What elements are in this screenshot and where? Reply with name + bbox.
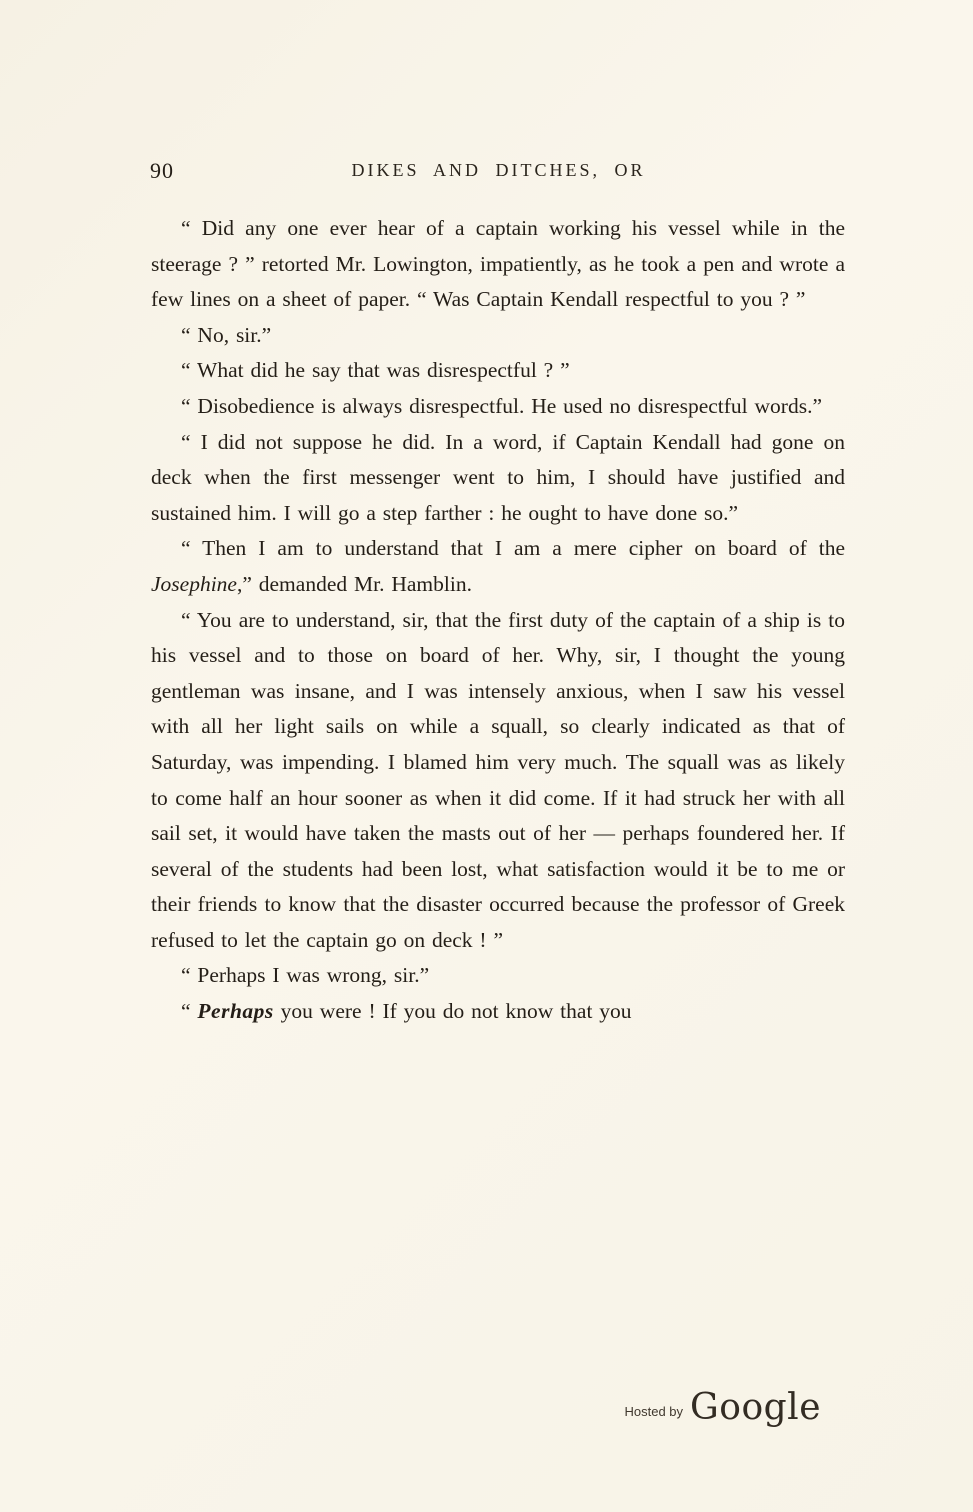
paragraph-text: you were ! If you do not know that you <box>273 999 632 1024</box>
page-number: 90 <box>150 158 174 183</box>
paragraph <box>151 994 845 1030</box>
ship-name-italic: Josephine <box>151 571 237 596</box>
running-title: DIKES AND DITCHES, OR <box>351 160 646 180</box>
paragraph <box>151 211 845 318</box>
paragraph <box>151 425 845 532</box>
google-logo: Google <box>690 1387 821 1428</box>
paragraph-text: “ Perhaps I was wrong, sir.” <box>181 963 430 988</box>
paragraph-text: “ You are to understand, sir, that the first duty of the captain of a ship is to his vessel and to those on board of her. Why, sir, I thought the young gentleman was insane, and I was intensely anxious, when I saw his vessel with all her light sails on while a squall, so clearly indicated as that of Saturday, was impending. I blamed him very much. The squall was as likely to come half an hour sooner as when it did come. If it had struck her with all sail set, it would have taken the masts out of her — perhaps foundered her. If several of the students had been lost, what satisfaction would it be to me or their friends to know that the disaster occurred because the professor of Greek refused to let the captain go on deck ! ” <box>151 607 845 952</box>
paragraph <box>151 531 845 602</box>
page-body <box>151 211 845 1030</box>
paragraph <box>151 318 845 354</box>
paragraph-text: ,” demanded Mr. Hamblin. <box>236 571 472 596</box>
paragraph-text: “ Did any one ever hear of a captain working his vessel while in the steerage ? ” retorted Mr. Lowington, impatiently, as he took a pen and wrote a few lines on a sheet of paper. “ Was Captain Kendall respectful to you ? ” <box>151 216 845 312</box>
emphasized-word: Perhaps <box>197 999 274 1024</box>
page-header <box>150 156 847 186</box>
paragraph-text: “ Disobedience is always disrespectful. He used no disrespectful words.” <box>181 393 822 418</box>
paragraph-text: “ What did he say that was disrespectful ? ” <box>181 358 570 383</box>
paragraph-text: “ <box>181 999 198 1024</box>
paragraph-text: “ No, sir.” <box>181 322 272 347</box>
paragraph-text: “ I did not suppose he did. In a word, if Captain Kendall had gone on deck when the first messenger went to him, I should have justified and sustained him. I will go a step farther : he ought to have done so.” <box>151 429 845 525</box>
page-footer <box>624 1387 821 1428</box>
paragraph <box>151 603 845 959</box>
paragraph-text: “ Then I am to understand that I am a mere cipher on board of the <box>181 536 845 561</box>
hosted-by-label: Hosted by <box>624 1404 684 1419</box>
paragraph <box>151 958 845 994</box>
paragraph <box>151 389 845 425</box>
paragraph <box>151 353 845 389</box>
